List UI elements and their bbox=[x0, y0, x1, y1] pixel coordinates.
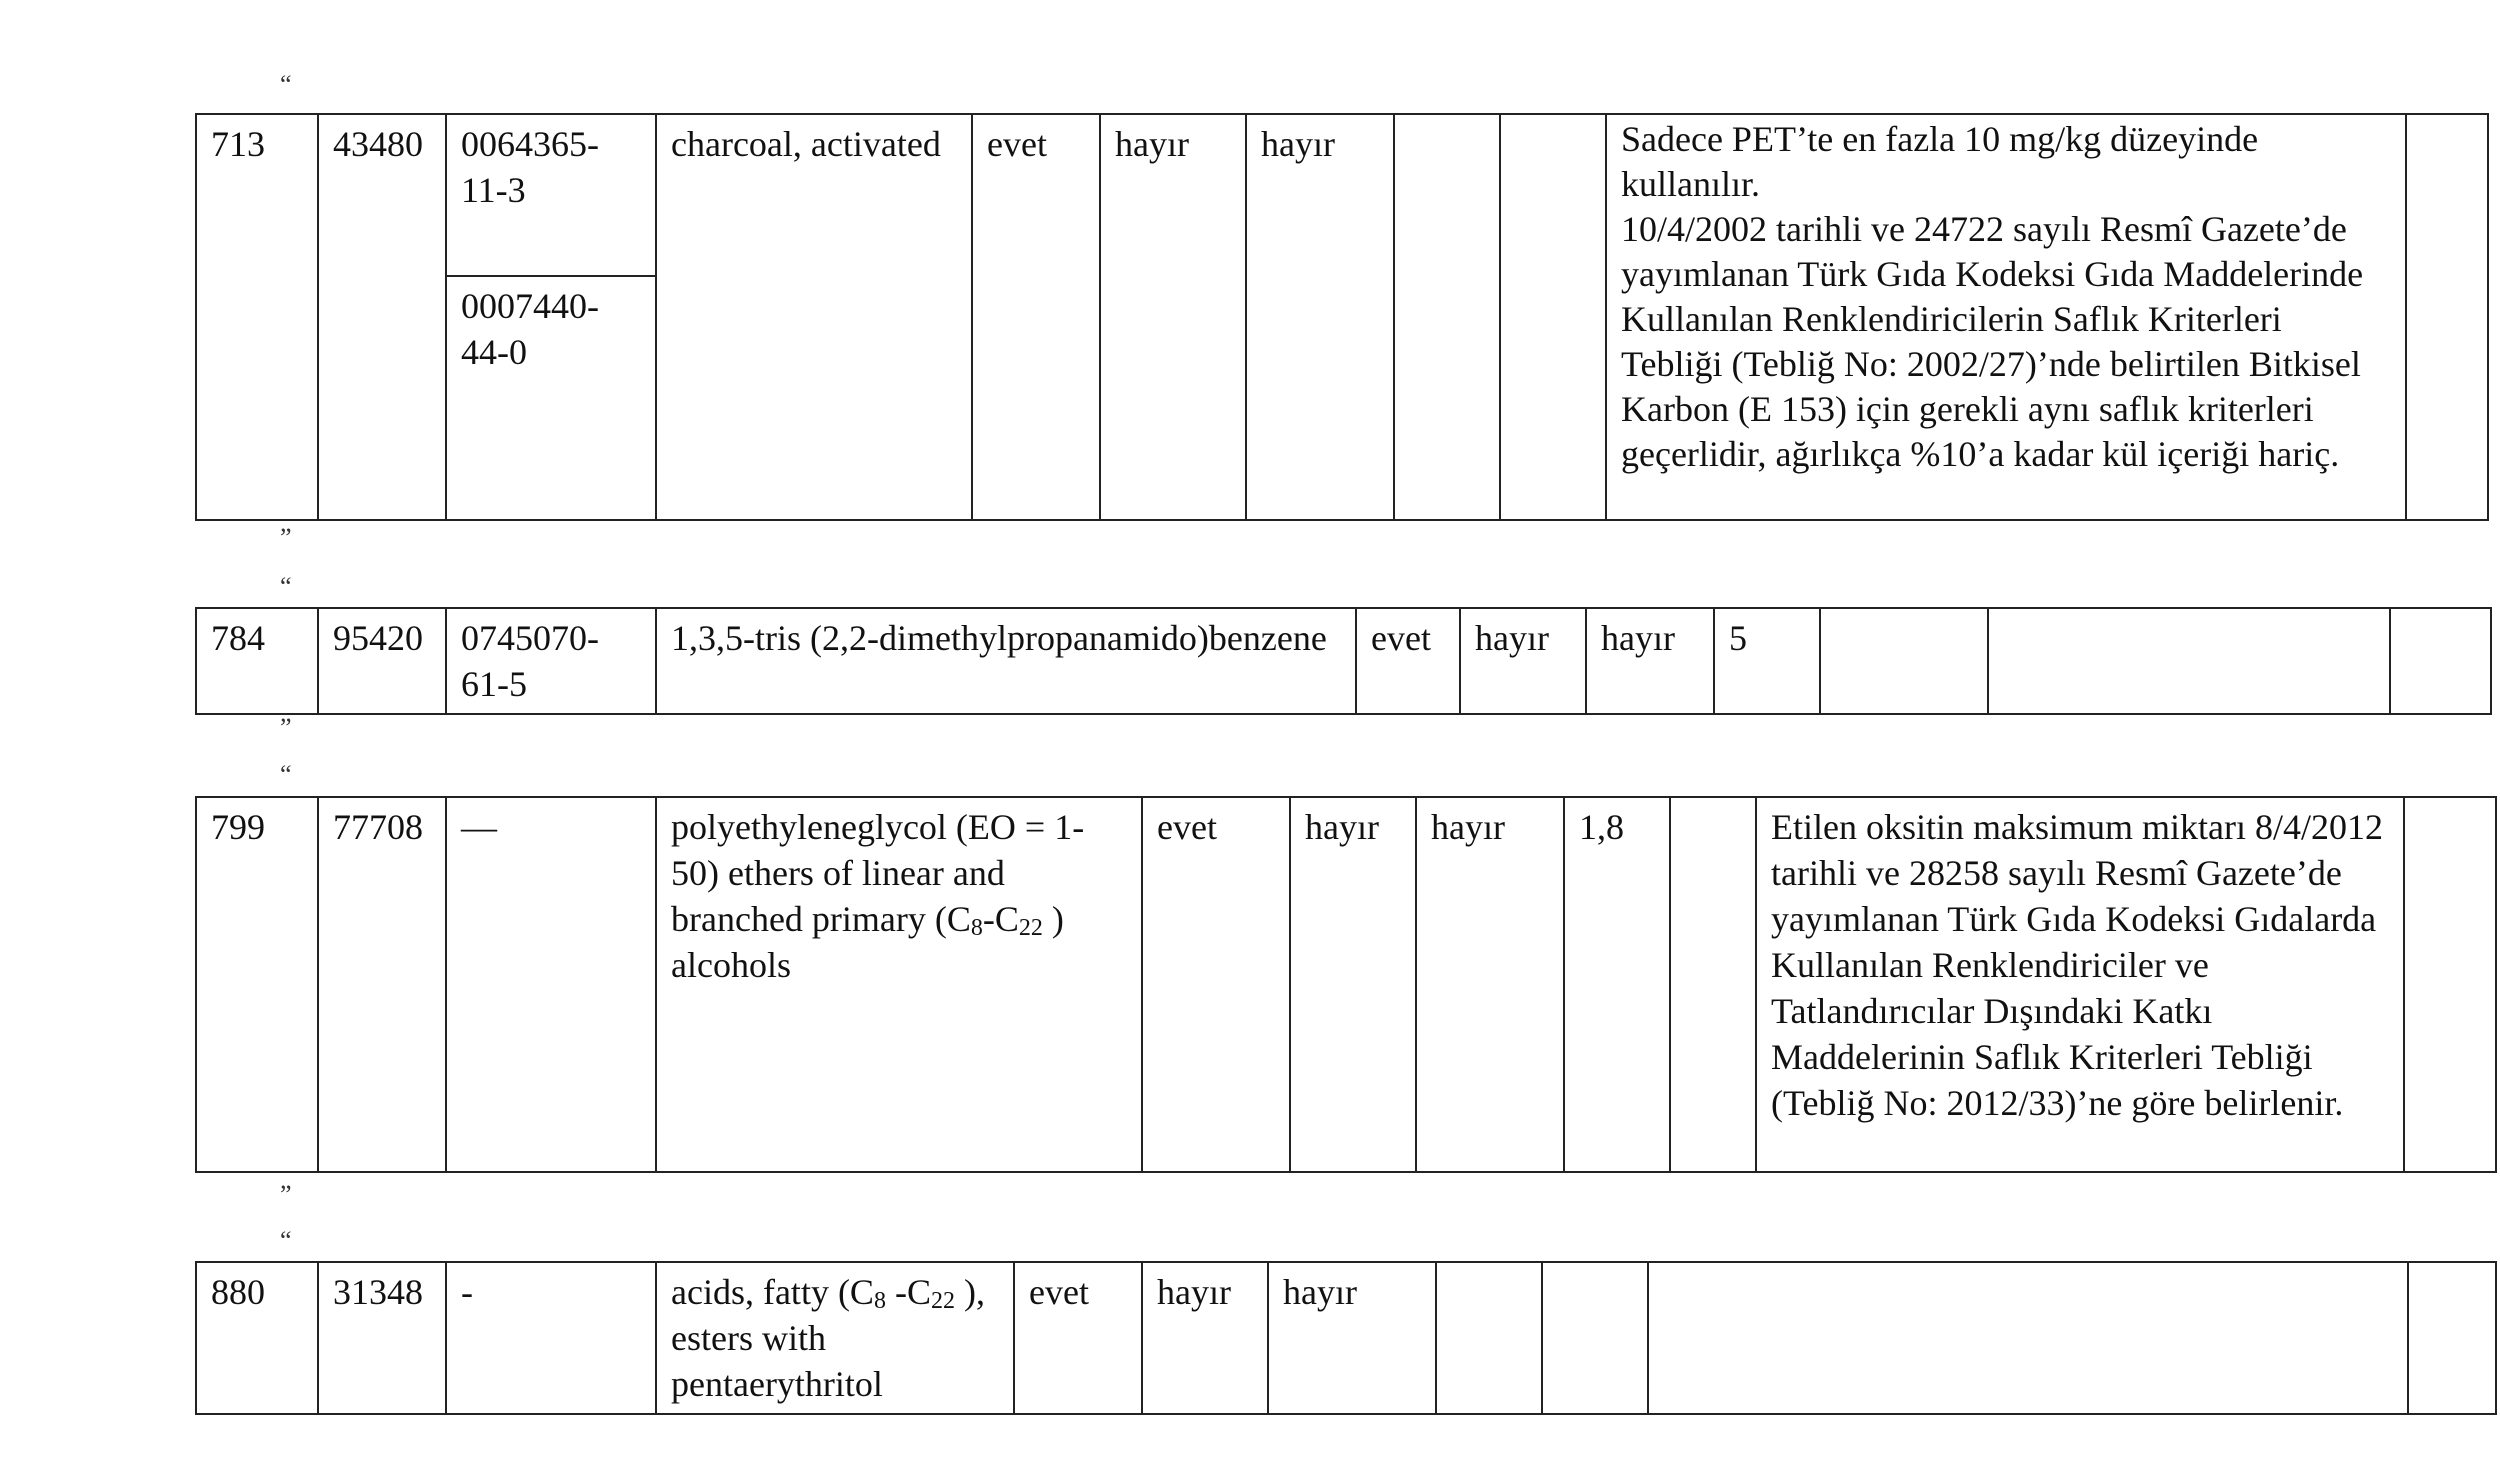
col-evet: evet bbox=[1356, 608, 1460, 714]
close-quote-mark: ” bbox=[280, 523, 292, 552]
close-quote-mark: ” bbox=[280, 713, 292, 742]
substance-name: polyethyleneglycol (EO = 1- 50) ethers of linear and branched primary ($C_8-C_{22}$ ) alcohols bbox=[656, 797, 1142, 1172]
col-limit: 5 bbox=[1714, 608, 1820, 714]
open-quote-mark: “ bbox=[280, 760, 292, 789]
row-number: 713 bbox=[196, 114, 318, 520]
ref-number: 77708 bbox=[318, 797, 446, 1172]
open-quote-mark: “ bbox=[280, 70, 292, 99]
col-hayir-1: hayır bbox=[1460, 608, 1586, 714]
col-hayir-2: hayır bbox=[1586, 608, 1714, 714]
substance-name: acids, fatty ($C_8$ $-C_{22}$ ), esters with pentaerythritol bbox=[656, 1262, 1014, 1414]
col-empty bbox=[1670, 797, 1756, 1172]
col-empty bbox=[1500, 114, 1606, 520]
cas-number: 0745070- 61-5 bbox=[446, 608, 656, 714]
col-last bbox=[2408, 1262, 2496, 1414]
col-hayir-2: hayır bbox=[1416, 797, 1564, 1172]
col-hayir-2: hayır bbox=[1268, 1262, 1436, 1414]
col-last bbox=[2390, 608, 2491, 714]
substance-name: charcoal, activated bbox=[656, 114, 972, 520]
col-evet: evet bbox=[1014, 1262, 1142, 1414]
col-empty bbox=[1542, 1262, 1648, 1414]
row-number: 784 bbox=[196, 608, 318, 714]
ref-number: 95420 bbox=[318, 608, 446, 714]
ref-number: 43480 bbox=[318, 114, 446, 520]
col-evet: evet bbox=[972, 114, 1100, 520]
cas-number: — bbox=[446, 797, 656, 1172]
col-hayir-2: hayır bbox=[1246, 114, 1394, 520]
restrictions-note: Sadece PET’te en fazla 10 mg/kg düzeyinde kullanılır. 10/4/2002 tarihli ve 24722 sayılı Resmî Gazete’de yayımlanan Türk Gıda Kodeksi Gıda Maddelerinde Kullanılan Renklendiricilerin Saflık Kriterleri Tebliği (Tebliğ No: 2002/27)’nde belirtilen Bitkisel Karbon (E 153) için gerekli aynı saflık kriterleri geçerlidir, ağırlıkça %10’a kadar kül içeriği hariç. bbox=[1606, 114, 2406, 520]
row-number: 799 bbox=[196, 797, 318, 1172]
substance-table-713 bbox=[195, 113, 2489, 521]
row-number: 880 bbox=[196, 1262, 318, 1414]
col-hayir-1: hayır bbox=[1100, 114, 1246, 520]
ref-number: 31348 bbox=[318, 1262, 446, 1414]
substance-name: 1,3,5-tris (2,2-dimethylpropanamido)benzene bbox=[656, 608, 1356, 714]
restrictions-note: Etilen oksitin maksimum miktarı 8/4/2012 tarihli ve 28258 sayılı Resmî Gazete’de yayımlanan Türk Gıda Kodeksi Gıdalarda Kullanılan Renklendiriciler ve Tatlandırıcılar Dışındaki Katkı Maddelerinin Saflık Kriterleri Tebliği (Tebliğ No: 2012/33)’ne göre belirlenir. bbox=[1756, 797, 2404, 1172]
open-quote-mark: “ bbox=[280, 572, 292, 601]
col-hayir-1: hayır bbox=[1290, 797, 1416, 1172]
substance-table-799 bbox=[195, 796, 2497, 1173]
open-quote-mark: “ bbox=[280, 1226, 292, 1255]
close-quote-mark: ” bbox=[280, 1180, 292, 1209]
substance-table-880 bbox=[195, 1261, 2497, 1415]
col-limit: 1,8 bbox=[1564, 797, 1670, 1172]
restrictions-note bbox=[1988, 608, 2390, 714]
col-last bbox=[2406, 114, 2488, 520]
col-empty bbox=[1820, 608, 1988, 714]
col-limit bbox=[1394, 114, 1500, 520]
cas-number: - bbox=[446, 1262, 656, 1414]
col-hayir-1: hayır bbox=[1142, 1262, 1268, 1414]
col-limit bbox=[1436, 1262, 1542, 1414]
col-last bbox=[2404, 797, 2496, 1172]
substance-table-784 bbox=[195, 607, 2492, 715]
col-evet: evet bbox=[1142, 797, 1290, 1172]
cas-number-alt: 0007440- 44-0 bbox=[446, 276, 656, 520]
cas-number: 0064365- 11-3 bbox=[446, 114, 656, 276]
restrictions-note bbox=[1648, 1262, 2408, 1414]
